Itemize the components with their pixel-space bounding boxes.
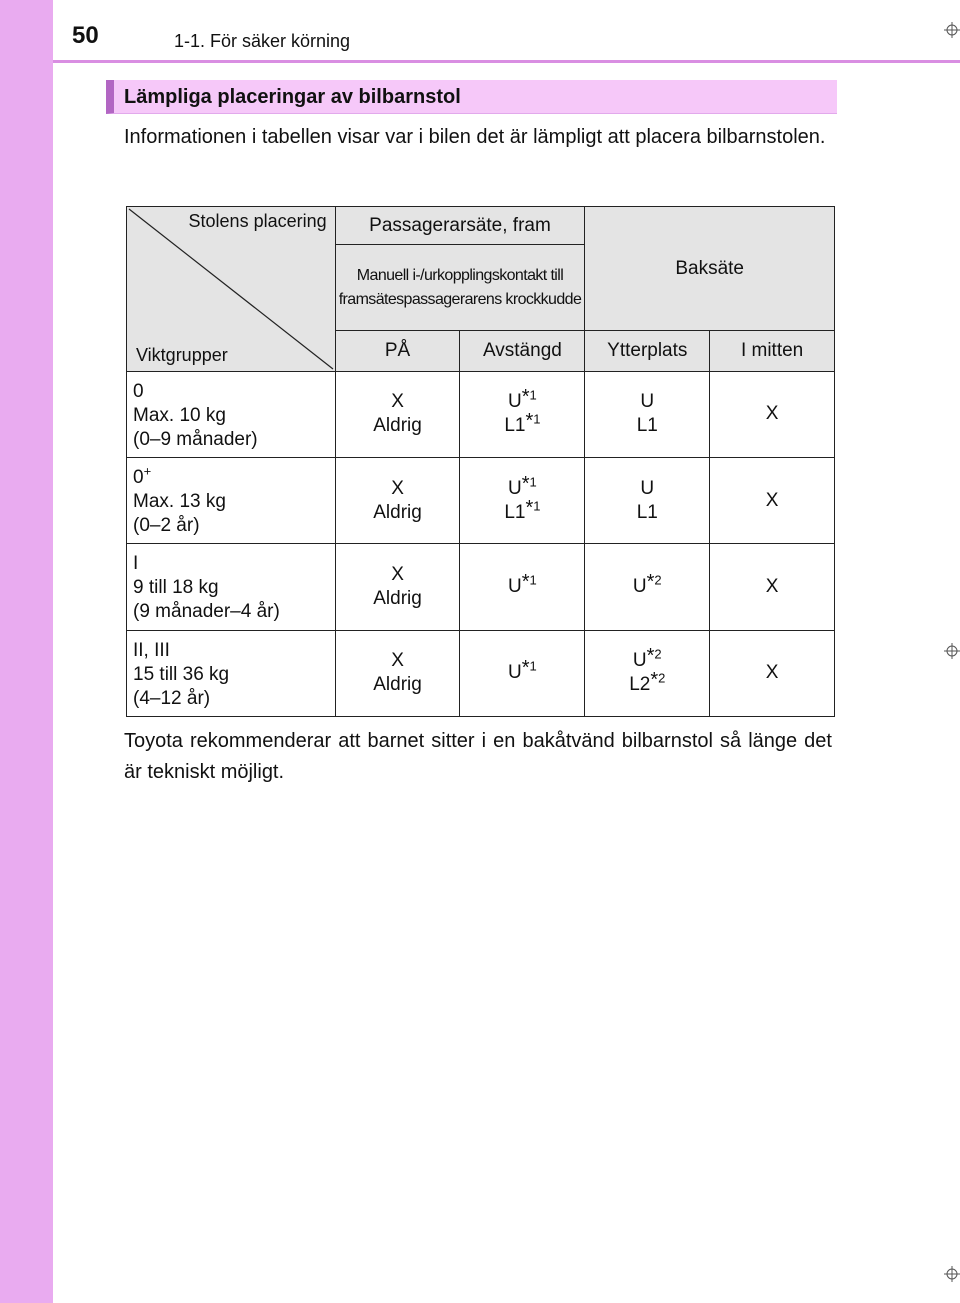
weight-group-cell: II, III 15 till 36 kg (4–12 år) bbox=[127, 630, 336, 716]
header-col-off: Avstängd bbox=[460, 331, 585, 371]
cell-outer: U*$^2$ bbox=[585, 544, 710, 630]
header-airbag-switch: Manuell i-/urkopplingskontakt till framsätespassagerarens krockkudde bbox=[335, 245, 585, 331]
header-rear-seat: Baksäte bbox=[585, 207, 835, 331]
registration-mark-icon bbox=[944, 643, 960, 659]
cell-center: X bbox=[710, 544, 835, 630]
intro-paragraph: Informationen i tabellen visar var i bilen det är lämpligt att placera bilbarnstolen. bbox=[124, 126, 826, 148]
header-col-center: I mitten bbox=[710, 331, 835, 371]
cell-off: U*$^1$ bbox=[460, 630, 585, 716]
table-row bbox=[127, 544, 835, 630]
cell-outer: U L1 bbox=[585, 457, 710, 543]
cell-on: X Aldrig bbox=[335, 630, 460, 716]
recommendation-paragraph: Toyota rekommenderar att barnet sitter i en bakåtvänd bilbarnstol så länge det är tekniskt möjligt. bbox=[124, 730, 832, 783]
registration-mark-icon bbox=[944, 1266, 960, 1282]
table-corner-cell bbox=[127, 207, 336, 372]
table-row bbox=[127, 457, 835, 543]
table-row bbox=[127, 630, 835, 716]
cell-center: X bbox=[710, 371, 835, 457]
registration-mark-icon bbox=[944, 22, 960, 38]
cell-off: U*$^1$ L1*$^1$ bbox=[460, 457, 585, 543]
weight-group-cell: 0+ Max. 13 kg (0–2 år) bbox=[127, 457, 336, 543]
corner-label-placement: Stolens placering bbox=[188, 211, 327, 231]
cell-on: X Aldrig bbox=[335, 457, 460, 543]
cell-on: X Aldrig bbox=[335, 544, 460, 630]
child-seat-table bbox=[126, 206, 835, 717]
cell-center: X bbox=[710, 630, 835, 716]
weight-group-cell: 0 Max. 10 kg (0–9 månader) bbox=[127, 371, 336, 457]
cell-outer: U*$^2$ L2*$^2$ bbox=[585, 630, 710, 716]
section-heading-text: Lämpliga placeringar av bilbarnstol bbox=[124, 86, 461, 108]
cell-outer: U L1 bbox=[585, 371, 710, 457]
header-col-outer: Ytterplats bbox=[585, 331, 710, 371]
cell-center: X bbox=[710, 457, 835, 543]
cell-off: U*$^1$ L1*$^1$ bbox=[460, 371, 585, 457]
section-title: 1-1. För säker körning bbox=[174, 31, 351, 51]
cell-off: U*$^1$ bbox=[460, 544, 585, 630]
header-front-seat: Passagerarsäte, fram bbox=[335, 207, 585, 245]
corner-label-weight-groups: Viktgrupper bbox=[136, 344, 228, 365]
side-color-band bbox=[0, 0, 53, 1303]
header-col-on: PÅ bbox=[335, 331, 460, 371]
weight-group-cell: I 9 till 18 kg (9 månader–4 år) bbox=[127, 544, 336, 630]
cell-on: X Aldrig bbox=[335, 371, 460, 457]
section-heading bbox=[106, 80, 837, 114]
page-number: 50 bbox=[72, 22, 99, 49]
table-row bbox=[127, 371, 835, 457]
header-rule bbox=[53, 60, 960, 63]
